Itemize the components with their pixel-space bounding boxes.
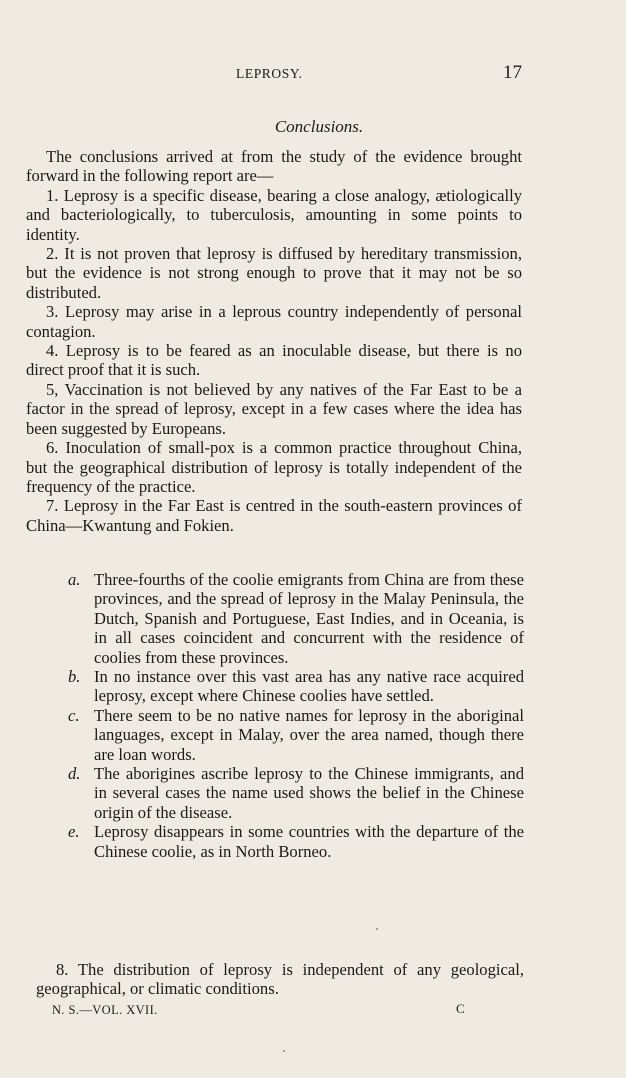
subitem-text: Three-fourths of the coolie emigrants from China are from these provinces, and the spread of leprosy in the Malay Peninsula, the Dutch, Spanish and Portuguese, East Indies, and in Oceania, is in all cases coincident and concurrent with the residence of coolies from these provinces. (94, 570, 524, 667)
paper-speck (283, 1050, 285, 1052)
conclusion-8-block (36, 960, 524, 999)
subitem-c (60, 706, 524, 764)
conclusion-8: 8. The distribution of leprosy is independent of any geological, geographical, or climatic conditions. (36, 960, 524, 999)
conclusion-5: 5, Vaccination is not believed by any natives of the Far East to be a factor in the spread of leprosy, except in a few cases where the idea has been suggested by Europeans. (26, 379, 522, 438)
subitem-d (60, 764, 524, 822)
subitem-text: There seem to be no native names for leprosy in the aboriginal languages, except in Malay, over the area named, though there are loan words. (94, 705, 524, 764)
conclusion-3: 3. Leprosy may arise in a leprous country independently of personal contagion. (26, 302, 522, 341)
conclusion-4: 4. Leprosy is to be feared as an inoculable disease, but there is no direct proof that it is such. (26, 341, 522, 380)
subitem-label: a. (68, 570, 81, 589)
subitem-e (60, 822, 524, 861)
subitem-label: d. (68, 764, 81, 784)
conclusion-7: 7. Leprosy in the Far East is centred in the south-eastern provinces of China—Kwantung and Fokien. (26, 496, 522, 535)
subitem-label: c. (68, 705, 80, 725)
section-title: Conclusions. (274, 117, 364, 136)
subitem-a (60, 570, 524, 667)
intro-paragraph: The conclusions arrived at from the study of the evidence brought forward in the following report are— (26, 147, 522, 186)
subitem-label: e. (68, 822, 80, 842)
subitem-b (60, 667, 524, 706)
paper-speck (376, 928, 378, 930)
running-title: LEPROSY. (236, 66, 303, 81)
subitem-text: The aborigines ascribe leprosy to the Chinese immigrants, and in several cases the name used shows the belief in the Chinese origin of the disease. (94, 764, 524, 822)
conclusions-body (26, 147, 522, 535)
conclusion-2: 2. It is not proven that leprosy is diffused by hereditary transmission, but the evidence is not strong enough to prove that it may not be so distributed. (26, 244, 522, 302)
signature-mark: C (456, 1001, 465, 1016)
subitem-text: In no instance over this vast area has any native race acquired leprosy, except where Chinese coolies have settled. (94, 667, 524, 706)
volume-signature: N. S.—VOL. XVII. (52, 1003, 158, 1017)
subitem-text: Leprosy disappears in some countries with the departure of the Chinese coolie, as in North Borneo. (94, 822, 524, 861)
conclusion-6: 6. Inoculation of small-pox is a common practice throughout China, but the geographical distribution of leprosy is totally independent of the frequency of the practice. (26, 438, 522, 496)
page-number: 17 (503, 62, 522, 83)
subitem-label: b. (68, 667, 81, 687)
conclusion-1: 1. Leprosy is a specific disease, bearing a close analogy, ætiologically and bacteriologically, to tuberculosis, amounting in some points to identity. (26, 185, 522, 244)
conclusion-7-subitems (60, 570, 524, 861)
